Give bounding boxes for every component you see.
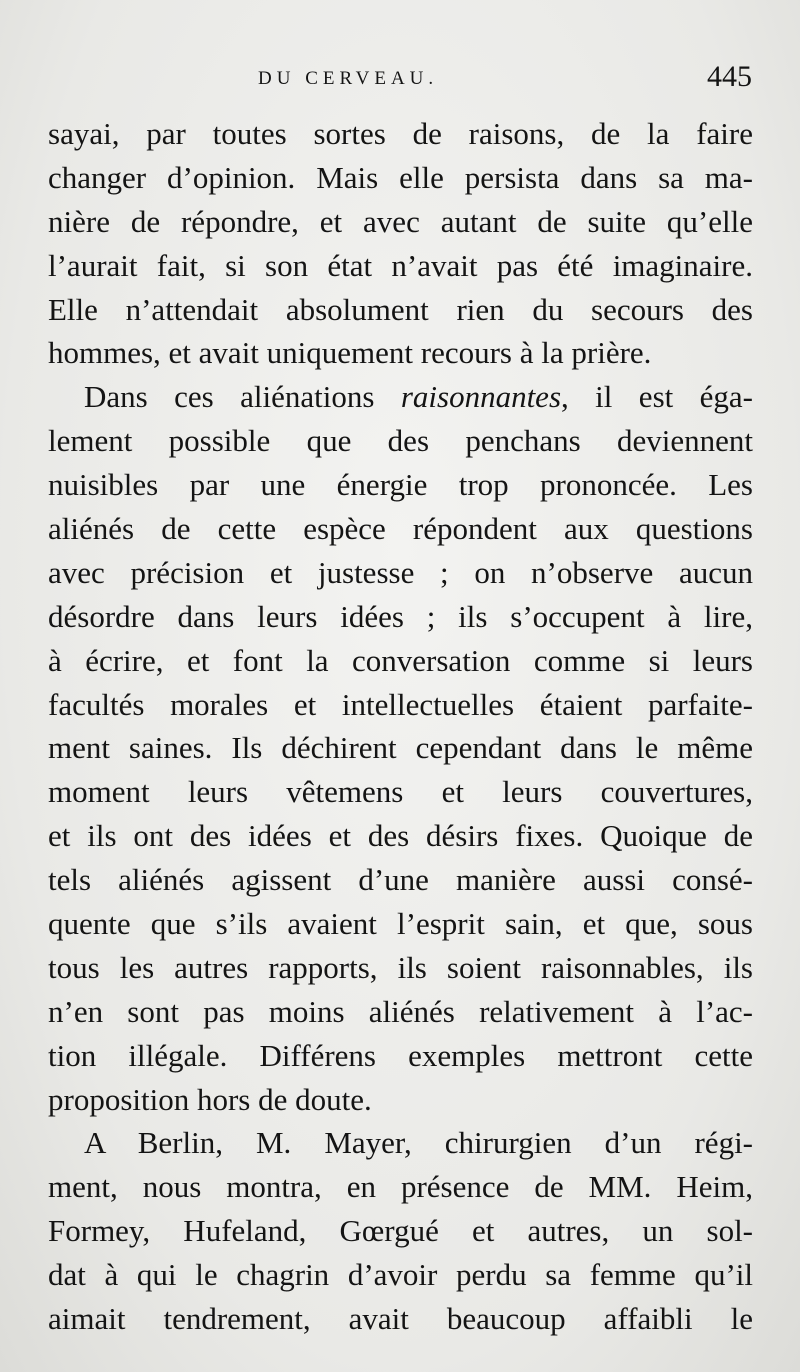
text-line-paragraph-start — [48, 375, 753, 419]
text-line: sayai, par toutes sortes de raisons, de la faire — [48, 116, 753, 151]
text-line: l’aurait fait, si son état n’avait pas été imaginaire. — [48, 247, 753, 283]
text-segment: Dans ces aliénations — [84, 379, 375, 415]
text-line: nuisibles par une énergie trop prononcée. Les — [48, 467, 753, 503]
running-head: DU CERVEAU. — [258, 68, 439, 89]
text-line: à écrire, et font la conversation comme si leurs — [48, 642, 753, 678]
italic-term: raisonnantes — [400, 379, 562, 415]
text-line: tous les autres rapports, ils soient raisonnables, ils — [48, 949, 753, 985]
text-segment: , il est éga- — [561, 379, 753, 415]
text-line: n’en sont pas moins aliénés relativement à l’ac- — [48, 993, 753, 1029]
text-line: Elle n’attendait absolument rien du secours des — [48, 291, 753, 327]
text-line: nière de répondre, et avec autant de suite qu’elle — [48, 203, 753, 239]
text-line: aimait tendrement, avait beaucoup affaibli le — [48, 1301, 753, 1337]
text-line: dat à qui le chagrin d’avoir perdu sa femme qu’il — [48, 1257, 753, 1293]
text-line: hommes, et avait uniquement recours à la prière. — [48, 335, 652, 371]
text-line: ment, nous montra, en présence de MM. Heim, — [48, 1169, 753, 1205]
text-line: Formey, Hufeland, Gœrgué et autres, un sol- — [48, 1213, 753, 1249]
body-text — [48, 112, 753, 1341]
text-line: désordre dans leurs idées ; ils s’occupent à lire, — [48, 598, 753, 634]
text-line: tels aliénés agissent d’une manière aussi consé- — [48, 862, 753, 898]
text-line: et ils ont des idées et des désirs fixes. Quoique de — [48, 818, 753, 854]
text-line: tion illégale. Différens exemples mettront cette — [48, 1037, 753, 1073]
text-line: proposition hors de doute. — [48, 1081, 372, 1117]
text-line: facultés morales et intellectuelles étaient parfaite- — [48, 686, 753, 722]
text-line-paragraph-start: A Berlin, M. Mayer, chirurgien d’un régi- — [84, 1125, 753, 1161]
text-line: aliénés de cette espèce répondent aux questions — [48, 511, 753, 547]
text-line: changer d’opinion. Mais elle persista dans sa ma- — [48, 159, 753, 195]
text-line: quente que s’ils avaient l’esprit sain, et que, sous — [48, 906, 753, 942]
text-line: avec précision et justesse ; on n’observe aucun — [48, 554, 753, 590]
page-number: 445 — [707, 60, 752, 93]
text-line: moment leurs vêtemens et leurs couvertures, — [48, 774, 753, 810]
text-line: lement possible que des penchans deviennent — [48, 423, 753, 459]
page-header — [48, 60, 752, 100]
text-line: ment saines. Ils déchirent cependant dans le même — [48, 730, 753, 766]
